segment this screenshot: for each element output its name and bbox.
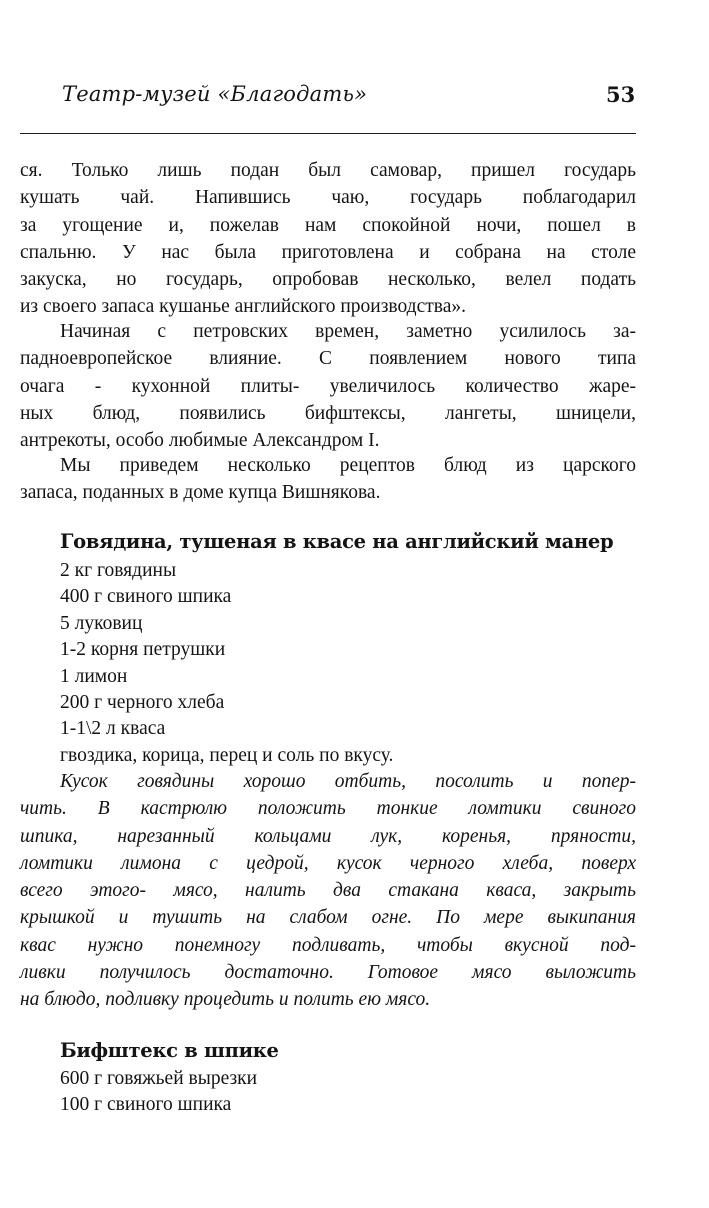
ingredient-item: 400 г свиного шпика xyxy=(60,586,232,608)
paragraph-3 xyxy=(20,452,636,507)
ingredient-item: 200 г черного хлеба xyxy=(60,692,225,714)
text-line: кушать чай. Напившись чаю, государь поблагодарил xyxy=(20,187,636,209)
recipe-title: Бифштекс в шпике xyxy=(60,1039,279,1062)
ingredient-item: 1-2 корня петрушки xyxy=(60,639,226,661)
text-line: из своего запаса кушанье английского производства». xyxy=(20,296,467,318)
ingredient-item: 5 луковиц xyxy=(60,612,143,634)
text-line: закуска, но государь, опробовав несколько, велел подать xyxy=(20,269,636,291)
text-line: очага - кухонной плиты- увеличилось количество жаре- xyxy=(20,375,636,397)
text-line: Начиная с петровских времен, заметно усилилось за- xyxy=(60,321,636,342)
ingredient-item: 1 лимон xyxy=(60,665,128,687)
text-line: ломтики лимона с цедрой, кусок черного хлеба, поверх xyxy=(20,852,636,874)
text-line: запаса, поданных в доме купца Вишнякова. xyxy=(20,482,381,504)
ingredient-item: гвоздика, корица, перец и соль по вкусу. xyxy=(60,744,394,766)
header-rule xyxy=(20,133,636,134)
text-line: на блюдо, подливку процедить и полить ею мясо. xyxy=(20,989,431,1011)
text-line: всего этого- мясо, налить два стакана кваса, закрыть xyxy=(20,880,636,902)
page-number: 53 xyxy=(606,82,636,107)
ingredient-item: 1-1\2 л кваса xyxy=(60,718,166,740)
text-line: ливки получилось достаточно. Готовое мясо выложить xyxy=(20,962,636,984)
text-line: антрекоты, особо любимые Александром I. xyxy=(20,430,380,452)
ingredient-item: 600 г говяжьей вырезки xyxy=(60,1068,258,1089)
text-line: крышкой и тушить на слабом огне. По мере выкипания xyxy=(20,907,636,929)
text-line: за угощение и, пожелав нам спокойной ночи, пошел в xyxy=(20,214,636,236)
text-line: Мы приведем несколько рецептов блюд из царского xyxy=(60,455,636,476)
paragraph-2 xyxy=(20,318,636,454)
ingredient-item: 2 кг говядины xyxy=(60,560,177,581)
text-line: ных блюд, появились бифштексы, лангеты, шницели, xyxy=(20,402,636,424)
text-line: падноевропейское влияние. С появлением нового типа xyxy=(20,348,636,370)
text-line: квас нужно понемногу подливать, чтобы вкусной под- xyxy=(20,934,636,956)
recipe-instructions xyxy=(20,768,636,1014)
paragraph-1 xyxy=(20,157,636,321)
text-line: ся. Только лишь подан был самовар, пришел государь xyxy=(20,160,636,181)
recipe-title: Говядина, тушеная в квасе на английский манер xyxy=(60,530,614,553)
text-line: спальню. У нас была приготовлена и собрана на столе xyxy=(20,241,636,263)
ingredient-item: 100 г свиного шпика xyxy=(60,1094,232,1116)
ingredient-list xyxy=(60,1066,257,1119)
ingredient-list xyxy=(60,558,393,769)
text-line: чить. В кастрюлю положить тонкие ломтики свиного xyxy=(20,798,636,820)
text-line: шпика, нарезанный кольцами лук, коренья, пряности, xyxy=(20,825,636,847)
running-title: Театр-музей «Благодать» xyxy=(62,82,368,106)
text-line: Кусок говядины хорошо отбить, посолить и попер- xyxy=(60,771,636,792)
